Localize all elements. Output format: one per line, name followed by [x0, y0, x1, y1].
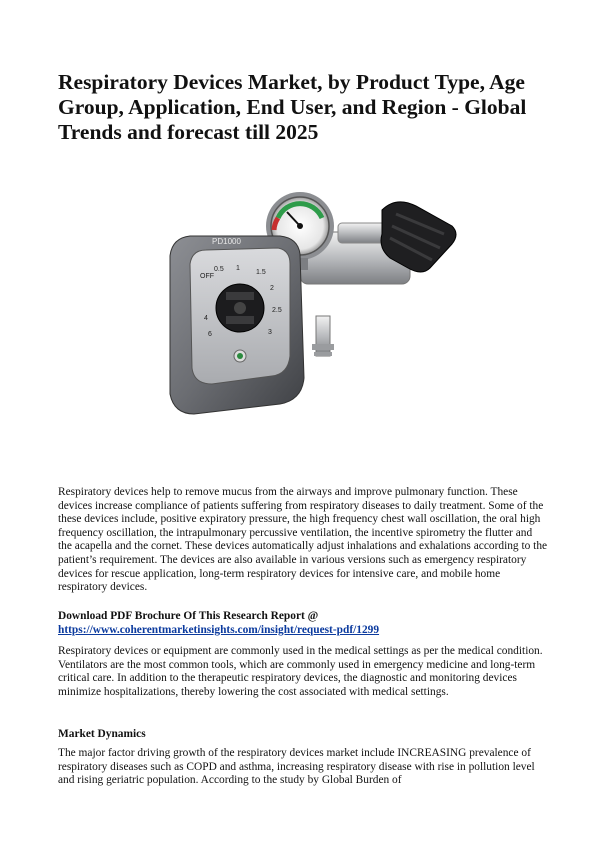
dynamics-paragraph: The major factor driving growth of the respiratory devices market include INCREASING prevalence of respiratory diseases such as COPD and asthma, increasing respiratory disease with rise in pollution level and rising geriatric population. According to the study by Global Burden of [58, 747, 535, 787]
dial-mark-off: OFF [200, 273, 214, 280]
download-brochure [58, 610, 548, 637]
intro-paragraph: Respiratory devices help to remove mucus from the airways and improve pulmonary function. These devices increase compliance of patients suffering from respiratory diseases to daily treatment. Some of the these devices include, positive expiratory pressure, the high frequency chest wall oscillation, the oral high frequency oscillation, the intrapulmonary percussive ventilation, the incentive spirometry the flutter and the acapella and the cornet. These devices automatically adjust inhalations and exhalations according to the patient’s requirement. The devices are also available in various versions such as emergency respiratory devices for rescue application, long-term respiratory devices for intensive care, and mobile home respiratory devices. [58, 486, 548, 594]
page-title: Respiratory Devices Market, by Product Type, Age Group, Application, End User, and Region - Global Trends and forecast till 2025 [58, 70, 527, 144]
product-image [160, 178, 460, 448]
oxygen-regulator-illustration [160, 178, 460, 448]
dial-mark: 1 [236, 265, 240, 272]
download-link[interactable]: https://www.coherentmarketinsights.com/insight/request-pdf/1299 [58, 623, 380, 636]
download-label: Download PDF Brochure Of This Research Report @ [58, 610, 319, 622]
dial-mark: 2.5 [272, 307, 282, 314]
dial-mark: 1.5 [256, 269, 266, 276]
dial-mark: 3 [268, 329, 272, 336]
dial-mark: 2 [270, 285, 274, 292]
dial-mark: 6 [208, 331, 212, 338]
dial-mark: 0.5 [214, 266, 224, 273]
market-dynamics-heading: Market Dynamics [58, 728, 146, 740]
usage-paragraph: Respiratory devices or equipment are commonly used in the medical settings as per the medical condition. Ventilators are the most common tools, which are commonly used in emergency medicine and long-term critical care. In addition to the therapeutic respiratory devices, the diagnostic and monitoring devices minimize hospitalizations, thereby lowering the cost associated with medical settings. [58, 645, 543, 698]
device-label: PD1000 [212, 237, 241, 246]
dial-mark: 4 [204, 315, 208, 322]
outlet-nozzle [312, 316, 334, 356]
